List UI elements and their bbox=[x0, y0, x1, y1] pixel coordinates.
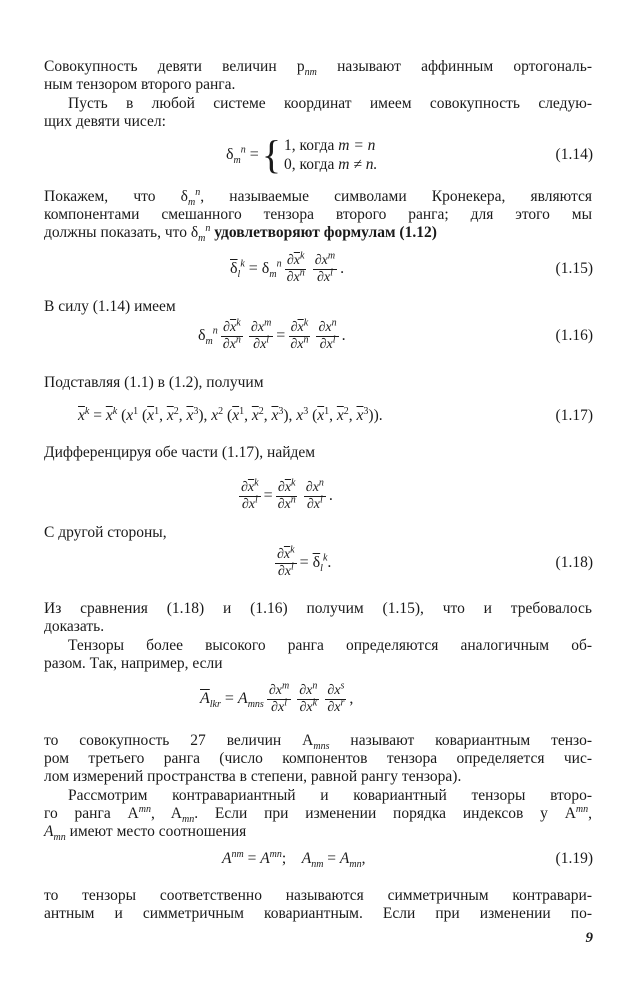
p7-line-1: С другой стороны, bbox=[44, 524, 167, 541]
equation-tensor-rank3: $\overline{A}_{lkr} = A_{mns}$ $\frac{\partial x^m}{\partial\overline{x}^l}$ $\frac{\partial x^n}{\partial\overline{x}^k}$ $\frac{\partial x^s}{\partial\overline{x}^r}$ , bbox=[200, 679, 354, 715]
paragraph-5 bbox=[44, 374, 592, 392]
p11-line-1: Рассмотрим контравариантный и ковариантный тензоры второ- bbox=[68, 787, 592, 804]
eq-number-1-14: (1.14) bbox=[555, 146, 593, 163]
p2-line-1: Пусть в любой системе координат имеем совокупность следую- bbox=[68, 95, 592, 112]
p1-line-1: Совокупность девяти величин $p_{nm}$ называют аффинным ортогональ- bbox=[44, 58, 592, 79]
paragraph-7 bbox=[44, 524, 592, 542]
equation-1-16: $\delta_m^n$ $\frac{\partial\overline{x}^k}{\partial x^n}$ $\frac{\partial x^m}{\partial\overline{x}^l}$ = $\frac{\partial\overline{x}^k}{\partial x^n}$ $\frac{\partial x^n}{\partial\overline{x}^l}$ . (1.16) bbox=[198, 316, 593, 352]
paragraph-3 bbox=[44, 186, 592, 245]
paragraph-6 bbox=[44, 444, 592, 462]
equation-1-17: $\overline{x}^k = \overline{x}^k$ ($x^1$ ($\overline{x}^1$, $\overline{x}^2$, $\overline{x}^3$), $x^2$ ($\overline{x}^1$, $\overline{x}^2$, $\overline{x}^3$), $x^3$ ($\overline{x}^1$, $\overline{x}^2$, $\overline{x}^3$)). (1.17) bbox=[78, 405, 593, 424]
paragraph-4 bbox=[44, 298, 592, 316]
paragraph-11 bbox=[44, 787, 593, 844]
p3-line-3: должны показать, что $\delta_m^n$ удовлетворяют формулам (1.12) bbox=[44, 222, 437, 245]
eq-number-1-17: (1.17) bbox=[555, 407, 593, 424]
paragraph-2 bbox=[44, 95, 592, 131]
p4-line-1: В силу (1.14) имеем bbox=[44, 298, 176, 315]
p10-line-2: ром третьего ранга (число компонентов тензора определяется чис- bbox=[44, 750, 592, 767]
eq-number-1-19: (1.19) bbox=[555, 850, 593, 867]
p3-line-2: компонентами смешанного тензора второго ранга; для этого мы bbox=[44, 206, 592, 223]
p11-line-3: $A_{mn}$ имеют место соотношения bbox=[44, 823, 247, 844]
p1-line-2: ным тензором второго ранга. bbox=[44, 76, 236, 93]
equation-1-14 bbox=[0, 133, 627, 177]
p6-line-1: Дифференцируя обе части (1.17), найдем bbox=[44, 444, 316, 461]
p5-line-1: Подставляя (1.1) в (1.2), получим bbox=[44, 374, 264, 391]
p11-line-2: го ранга $A^{mn}$, $A_{mn}$. Если при изменении порядка индексов у $A^{mn}$, bbox=[44, 803, 593, 826]
paragraph-12 bbox=[44, 887, 592, 923]
p3-line-1: Покажем, что $\delta_m^n$, называемые символами Кронекера, являются bbox=[44, 186, 592, 209]
p8-line-2: доказать. bbox=[44, 618, 105, 635]
p2-line-2: щих девяти чисел: bbox=[44, 113, 166, 130]
brace-icon: { bbox=[261, 132, 282, 177]
page-number: 9 bbox=[585, 930, 593, 946]
p9-line-2: разом. Так, например, если bbox=[44, 655, 223, 672]
kronecker-symbol: $\delta_m^n$ = bbox=[226, 144, 259, 167]
cases: 1, когда m = n 0, когда m ≠ n. bbox=[284, 137, 378, 173]
p10-line-3: лом измерений пространства в степени, равной рангу тензора). bbox=[44, 768, 462, 785]
eq-number-1-18: (1.18) bbox=[555, 554, 593, 571]
paragraph-1 bbox=[44, 58, 592, 94]
equation-1-19: $A^{nm} = A^{mn}$; $A_{nm} = A_{mn}$, (1.19) bbox=[222, 848, 593, 871]
eq-number-1-16: (1.16) bbox=[555, 327, 593, 344]
p9-line-1: Тензоры более высокого ранга определяются аналогичным об- bbox=[68, 637, 592, 654]
p12-line-2: антным и симметричным ковариантным. Если при изменении по- bbox=[44, 905, 592, 922]
equation-1-18: $\frac{\partial\overline{x}^k}{\partial\overline{x}^l}$ = $\overline{\delta}_l^k$. (1.18) bbox=[277, 543, 593, 579]
p8-line-1: Из сравнения (1.18) и (1.16) получим (1.15), что и требовалось bbox=[44, 600, 592, 617]
equation-derivative: $\frac{\partial\overline{x}^k}{\partial\overline{x}^l}$ = $\frac{\partial\overline{x}^k}{\partial x^n}$ $\frac{\partial x^n}{\partial\overline{x}^l}$ . bbox=[241, 476, 333, 512]
eq-number-1-15: (1.15) bbox=[555, 260, 593, 277]
paragraph-9 bbox=[44, 637, 592, 673]
p12-line-1: то тензоры соответственно называются симметричным контравари- bbox=[44, 887, 592, 904]
p10-line-1: то совокупность 27 величин $A_{mns}$ называют ковариантным тензо- bbox=[44, 732, 592, 753]
paragraph-8 bbox=[44, 600, 592, 636]
equation-1-15: $\overline{\delta}_l^k = \delta_m^n$ $\frac{\partial\overline{x}^k}{\partial x^n}$ $\frac{\partial x^m}{\partial\overline{x}^l}$ . (1.15) bbox=[230, 249, 593, 285]
paragraph-10 bbox=[44, 732, 592, 786]
